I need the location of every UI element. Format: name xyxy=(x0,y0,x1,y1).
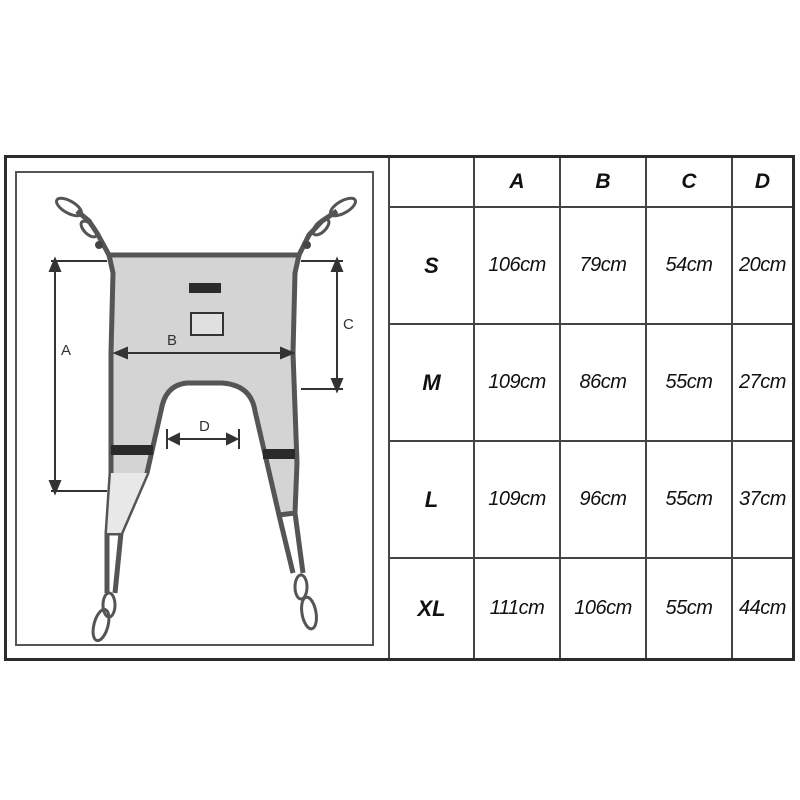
value-c: 55cm xyxy=(646,324,732,441)
value-b: 106cm xyxy=(560,558,646,658)
loop-top-right-2 xyxy=(310,216,331,237)
header-d: D xyxy=(732,158,792,207)
sling-tag-dark xyxy=(189,283,221,293)
table-row xyxy=(389,441,792,558)
value-c: 55cm xyxy=(646,558,732,658)
loop-leg-left xyxy=(90,608,112,643)
strap-leg-left xyxy=(107,533,121,593)
size-label: L xyxy=(389,441,474,558)
value-d: 27cm xyxy=(732,324,792,441)
size-label: S xyxy=(389,207,474,324)
value-a: 109cm xyxy=(474,324,560,441)
table-row xyxy=(389,558,792,658)
value-a: 109cm xyxy=(474,441,560,558)
value-b: 79cm xyxy=(560,207,646,324)
dimension-c-label: C xyxy=(343,316,354,333)
dimension-a xyxy=(50,259,107,493)
dimension-c xyxy=(301,259,343,391)
value-a: 111cm xyxy=(474,558,560,658)
value-d: 44cm xyxy=(732,558,792,658)
value-b: 96cm xyxy=(560,441,646,558)
table-header-row xyxy=(389,158,792,207)
strap-leg-right xyxy=(279,513,303,573)
value-c: 54cm xyxy=(646,207,732,324)
value-c: 55cm xyxy=(646,441,732,558)
sling-illustration xyxy=(17,173,372,644)
strap-top-left xyxy=(77,211,109,255)
header-b: B xyxy=(560,158,646,207)
loop-leg-right xyxy=(299,596,318,630)
leg-band-right xyxy=(263,449,295,459)
dimension-a-label: A xyxy=(61,342,72,359)
value-d: 37cm xyxy=(732,441,792,558)
header-corner xyxy=(389,158,474,207)
table-row xyxy=(389,324,792,441)
loop-top-left-2 xyxy=(78,218,99,239)
size-chart-frame xyxy=(4,155,795,661)
dimension-d-label: D xyxy=(199,418,210,435)
size-label: M xyxy=(389,324,474,441)
strap-top-right xyxy=(299,211,337,255)
value-d: 20cm xyxy=(732,207,792,324)
size-label: XL xyxy=(389,558,474,658)
sling-diagram xyxy=(15,171,374,646)
value-a: 106cm xyxy=(474,207,560,324)
size-table xyxy=(388,158,792,658)
sling-tag-window xyxy=(191,313,223,335)
leg-band-left xyxy=(111,445,153,455)
value-b: 86cm xyxy=(560,324,646,441)
header-c: C xyxy=(646,158,732,207)
header-a: A xyxy=(474,158,560,207)
table-row xyxy=(389,207,792,324)
dimension-b-label: B xyxy=(167,332,178,349)
loop-top-right-1 xyxy=(328,195,358,219)
loop-top-left-1 xyxy=(54,195,84,219)
